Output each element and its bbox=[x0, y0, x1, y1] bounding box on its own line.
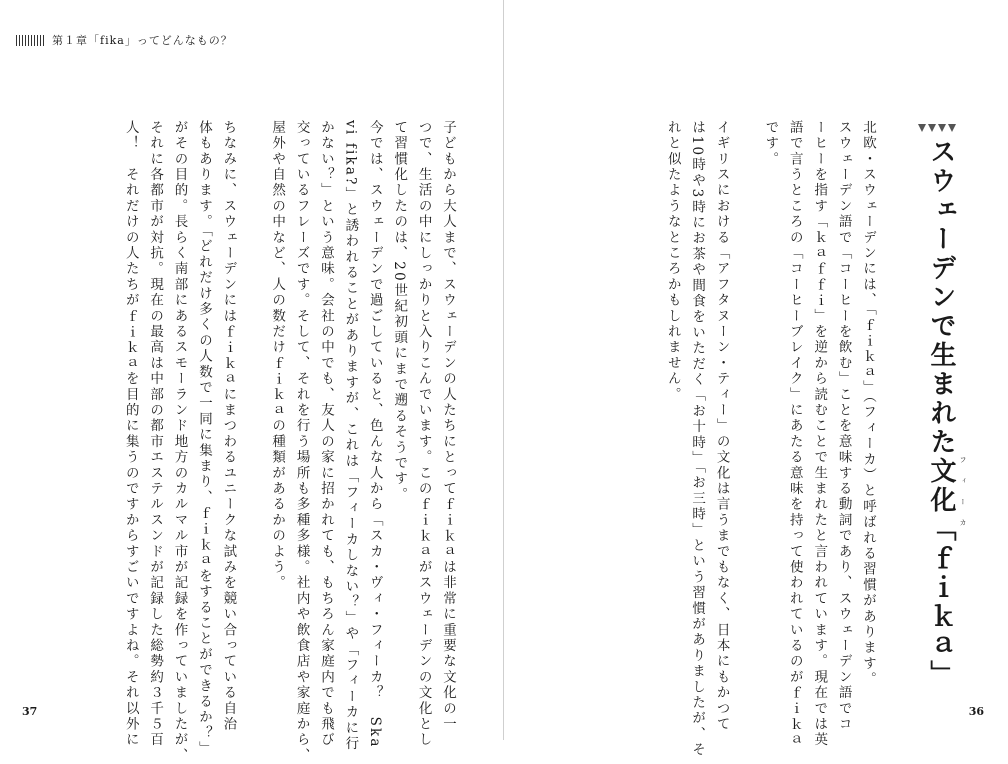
page-number-right: 36 bbox=[968, 705, 984, 718]
running-head bbox=[16, 32, 233, 48]
heading-ruby: フィーカ bbox=[959, 456, 967, 540]
section-heading: スウェーデンで生まれた文化「ｆｉｋａ」 bbox=[926, 138, 956, 689]
running-head-text: 第１章「fika」ってどんなもの？ bbox=[52, 34, 233, 47]
heading-block bbox=[924, 128, 967, 689]
page-number-left: 37 bbox=[22, 705, 38, 718]
running-head-bars-icon bbox=[16, 35, 44, 46]
right-page bbox=[504, 0, 1008, 758]
body-text-left: 子どもから大人まで、スウェーデンの人たちにとってｆｉｋａは非常に重要な文化の一 つで、生活の中にしっかりと入りこんでいます。このｆｉｋａがスウェーデンの文化とし て習慣化したのは、20世紀初頭にまで遡るそうです。 今では、スウェーデンで過ごしていると、色んな人から「スカ・ヴィ・フィーカ？ Ska vi fika?」と誘われることがありますが、これは「フィーカしない？」や「フィーカに行 かない？」という意味。会社の中でも、友人の家に招かれても、もちろん家庭内でも飛び 交っているフレーズです。そして、それを行う場所も多種多様。社内や飲食店や家庭から、 屋外や自然の中など、人の数だけｆｉｋａの種類があるかのよう。 ちなみに、スウェーデンにはｆｉｋａにまつわるユニークな試みを競い合っている自治 体もあります。「どれだけ多くの人数で一同に集まり、ｆｉｋａをすることができるか？」 がその目的。長らく南部にあるスモーランド地方のカルマル市が記録を作っていましたが、 それに各都市が対抗。現在の最高は中部の都市エステルスンドが記録した総勢約３千５百 人！ それだけの人たちがｆｉｋａを目的に集うのですからすごいですよね。それ以外に bbox=[122, 120, 456, 764]
triangle-ornament-icon bbox=[918, 124, 956, 132]
body-text-right: 北欧・スウェーデンには、「ｆｉｋａ」（フィーカ）と呼ばれる習慣があります。 スウェーデン語で「コーヒーを飲む」ことを意味する動詞であり、スウェーデン語でコ ーヒーを指す「ｋａｆｆｉ」を逆から読むことで生まれたと言われています。現在では英 語で言うところの「コーヒーブレイク」にあたる意味を持って使われているのがｆｉｋａ です。 イギリスにおける「アフタヌーン・ティー」の文化は言うまでもなく、日本にもかつて は10時や3時にお茶や間食をいただく「お十時」「お三時」という習慣がありましたが、そ れと似たようなところかもしれません。 bbox=[664, 120, 876, 758]
